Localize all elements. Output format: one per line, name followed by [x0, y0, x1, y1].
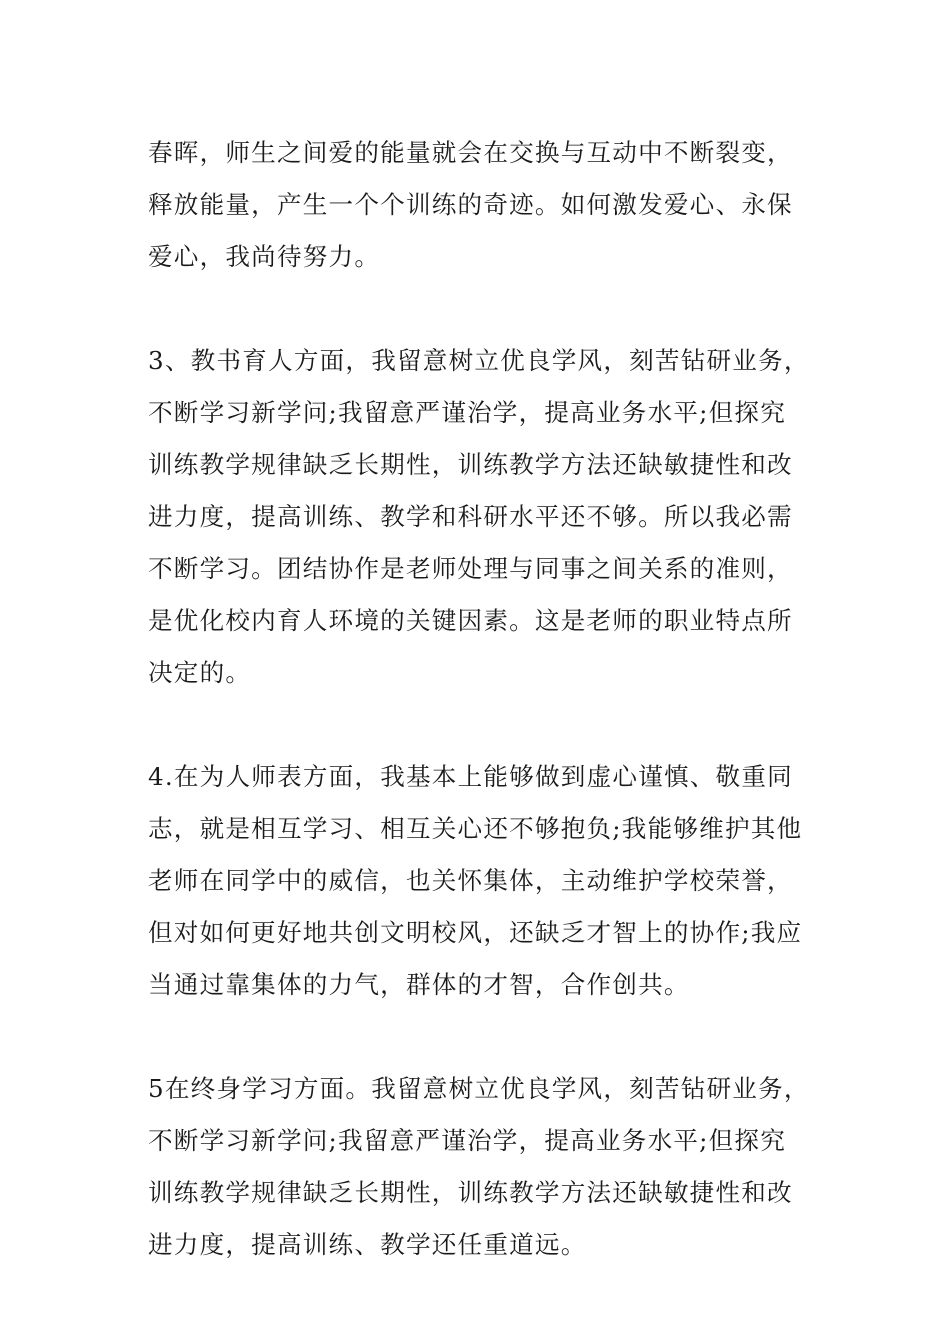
text-line: 5在终身学习方面。我留意树立优良学风，刻苦钻研业务，: [148, 1074, 810, 1103]
text-line: 不断学习新学问;我留意严谨治学，提高业务水平;但探究: [148, 398, 787, 427]
text-line: 当通过靠集体的力气，群体的才智，合作创共。: [148, 970, 690, 999]
text-line: 进力度，提高训练、教学和科研水平还不够。所以我必需: [148, 502, 793, 531]
text-line: 训练教学规律缺乏长期性，训练教学方法还缺敏捷性和改: [148, 450, 793, 479]
text-line: 志，就是相互学习、相互关心还不够抱负;我能够维护其他: [148, 814, 803, 843]
text-line: 3、教书育人方面，我留意树立优良学风，刻苦钻研业务，: [148, 346, 810, 375]
text-line: 不断学习。团结协作是老师处理与同事之间关系的准则，: [148, 554, 793, 583]
text-line: 4.在为人师表方面，我基本上能够做到虚心谨慎、敬重同: [148, 762, 793, 791]
paragraph-2: [148, 335, 808, 699]
text-line: 释放能量，产生一个个训练的奇迹。如何激发爱心、永保: [148, 190, 793, 219]
paragraph-spacer: [148, 1011, 808, 1063]
paragraph-3: [148, 751, 808, 1011]
paragraph-spacer: [148, 283, 808, 335]
text-line: 决定的。: [148, 658, 252, 687]
paragraph-spacer: [148, 699, 808, 751]
text-line: 老师在同学中的威信，也关怀集体，主动维护学校荣誉，: [148, 866, 793, 895]
paragraph-1: [148, 127, 808, 283]
text-line: 进力度，提高训练、教学还任重道远。: [148, 1230, 587, 1259]
text-line: 是优化校内育人环境的关键因素。这是老师的职业特点所: [148, 606, 793, 635]
paragraph-4: [148, 1063, 808, 1271]
text-line: 训练教学规律缺乏长期性，训练教学方法还缺敏捷性和改: [148, 1178, 793, 1207]
document-body: [148, 127, 808, 1271]
text-line: 春晖，师生之间爱的能量就会在交换与互动中不断裂变，: [148, 138, 793, 167]
text-line: 但对如何更好地共创文明校风，还缺乏才智上的协作;我应: [148, 918, 803, 947]
text-line: 不断学习新学问;我留意严谨治学，提高业务水平;但探究: [148, 1126, 787, 1155]
text-line: 爱心，我尚待努力。: [148, 242, 381, 271]
